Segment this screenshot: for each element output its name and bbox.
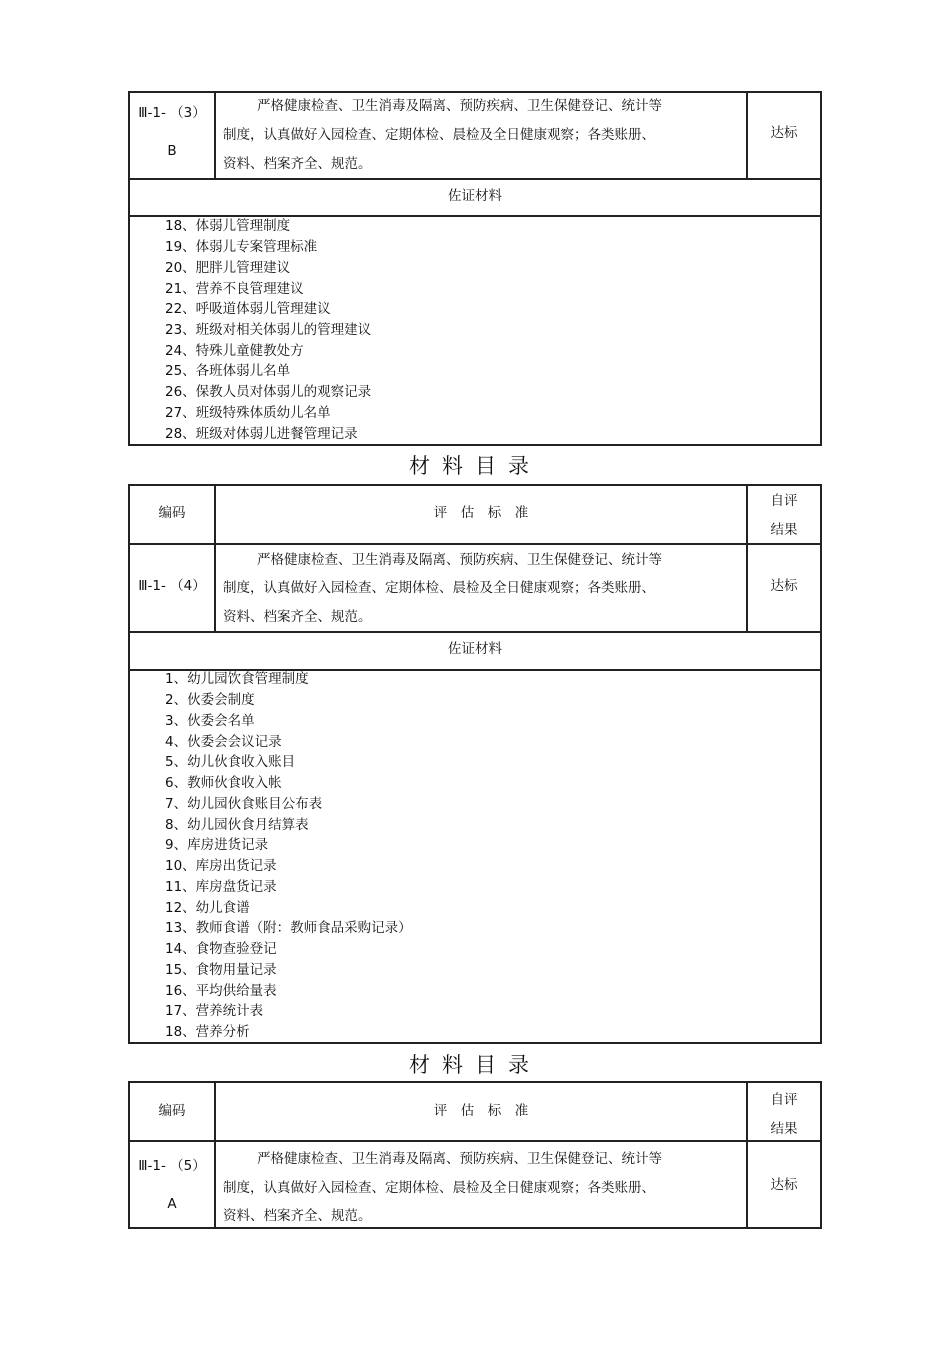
list-item: 27、班级特殊体质幼儿名单 [165,405,331,421]
result-cell: 达标 [770,578,798,594]
code-cell-grade: B [167,143,177,159]
list-item: 9、库房进货记录 [165,837,269,853]
list-item: 4、伙委会会议记录 [165,734,282,750]
result-cell: 达标 [770,125,798,141]
list-item: 19、体弱儿专案管理标准 [165,239,318,255]
criteria-line: 资料、档案齐全、规范。 [223,609,372,625]
list-item: 18、体弱儿管理制度 [165,218,291,234]
criteria-line: 制度，认真做好入园检查、定期体检、晨检及全日健康观察；各类账册、 [223,127,655,143]
header-result: 自评 [770,493,798,509]
list-item: 21、营养不良管理建议 [165,281,304,297]
list-item: 18、营养分析 [165,1024,250,1040]
list-item: 6、教师伙食收入帐 [165,775,282,791]
list-item: 20、肥胖儿管理建议 [165,260,291,276]
header-criteria: 评 估 标 准 [433,1103,529,1119]
list-item: 16、平均供给量表 [165,983,277,999]
code-cell: Ⅲ-1- （3） [138,105,206,121]
section-heading: 材料目录 [409,1053,541,1077]
list-item: 8、幼儿园伙食月结算表 [165,817,309,833]
header-result: 自评 [770,1092,798,1108]
list-item: 2、伙委会制度 [165,692,255,708]
list-item: 28、班级对体弱儿进餐管理记录 [165,426,358,442]
list-item: 17、营养统计表 [165,1003,264,1019]
header-result: 结果 [770,1121,798,1137]
code-cell: Ⅲ-1- （5） [138,1158,206,1174]
list-item: 7、幼儿园伙食账目公布表 [165,796,323,812]
list-item: 14、食物查验登记 [165,941,277,957]
list-item: 1、幼儿园饮食管理制度 [165,671,309,687]
header-criteria: 评 估 标 准 [433,505,529,521]
list-item: 3、伙委会名单 [165,713,255,729]
header-code: 编码 [158,1103,186,1119]
list-item: 24、特殊儿童健教处方 [165,343,304,359]
criteria-line: 严格健康检查、卫生消毒及隔离、预防疾病、卫生保健登记、统计等 [257,1151,662,1167]
criteria-line: 制度，认真做好入园检查、定期体检、晨检及全日健康观察；各类账册、 [223,1180,655,1196]
criteria-line: 资料、档案齐全、规范。 [223,1208,372,1224]
list-item: 5、幼儿伙食收入账目 [165,754,296,770]
evidence-header: 佐证材料 [448,641,502,657]
list-item: 25、各班体弱儿名单 [165,363,291,379]
header-code: 编码 [158,505,186,521]
criteria-line: 严格健康检查、卫生消毒及隔离、预防疾病、卫生保健登记、统计等 [257,98,662,114]
list-item: 13、教师食谱（附：教师食品采购记录） [165,920,412,936]
result-cell: 达标 [770,1177,798,1193]
list-item: 10、库房出货记录 [165,858,277,874]
code-cell-grade: A [167,1196,177,1212]
criteria-line: 资料、档案齐全、规范。 [223,156,372,172]
list-item: 12、幼儿食谱 [165,900,250,916]
list-item: 23、班级对相关体弱儿的管理建议 [165,322,372,338]
evidence-header: 佐证材料 [448,188,502,204]
list-item: 22、呼吸道体弱儿管理建议 [165,301,331,317]
section-heading: 材料目录 [409,454,541,478]
list-item: 26、保教人员对体弱儿的观察记录 [165,384,372,400]
list-item: 11、库房盘货记录 [165,879,277,895]
code-cell: Ⅲ-1- （4） [138,578,206,594]
header-result: 结果 [770,522,798,538]
list-item: 15、食物用量记录 [165,962,277,978]
criteria-line: 严格健康检查、卫生消毒及隔离、预防疾病、卫生保健登记、统计等 [257,552,662,568]
criteria-line: 制度，认真做好入园检查、定期体检、晨检及全日健康观察；各类账册、 [223,580,655,596]
